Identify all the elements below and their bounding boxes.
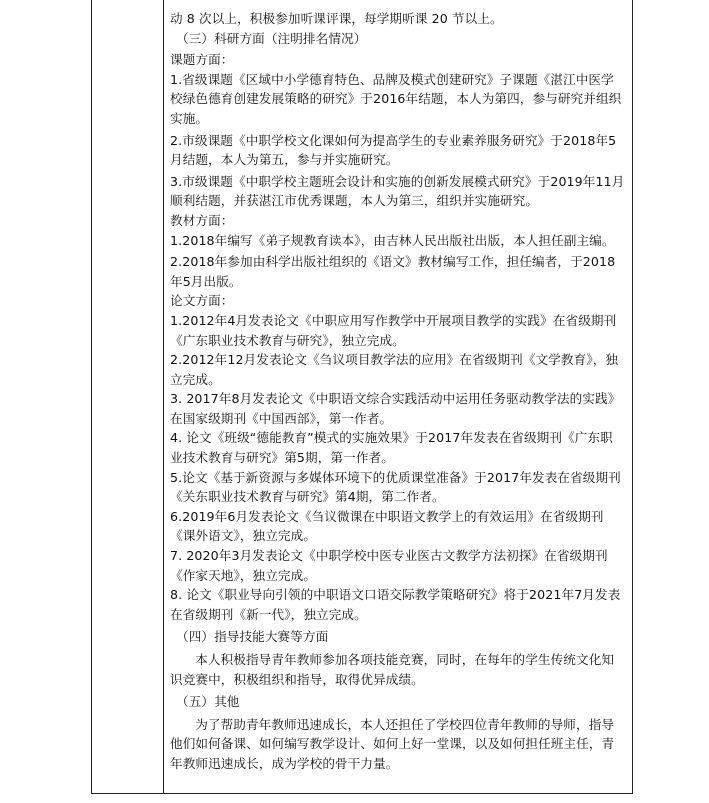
textbook-item-2: 2.2018年参加由科学出版社组织的《语文》教材编写工作，担任编者，于2018年5月出版。 [170,254,616,289]
subheading-papers: 论文方面： [170,293,234,309]
subheading-textbooks: 教材方面： [170,212,234,228]
section-heading-competitions: （四）指导技能大赛等方面 [176,629,329,645]
paper-item-3: 3. 2017年8月发表论文《中职语文综合实践活动中运用任务驱动教学法的实践》在国家级期刊《中国西部》，第一作者。 [170,391,621,426]
paper-item-5: 5.论文《基于新资源与多媒体环境下的优质课堂准备》于2017年发表在省级期刊《关东职业技术教育与研究》第4期，第二作者。 [170,469,621,505]
subheading-projects: 课题方面： [170,52,234,68]
paper-item-8: 8. 论文《职业导向引领的中职语文口语交际教学策略研究》将于2021年7月发表在省级期刊《新一代》，独立完成。 [170,587,621,622]
paper-item-7: 7. 2020年3月发表论文《中职学校中医专业医古文教学方法初探》在省级期刊《作家天地》，独立完成。 [170,548,608,583]
paper-item-1: 1.2012年4月发表论文《中职应用写作教学中开展项目教学的实践》在省级期刊《广东职业技术教育与研究》，独立完成。 [170,312,617,348]
paper-item-2: 2.2012年12月发表论文《刍议项目教学法的应用》在省级期刊《文学教育》，独立完成。 [170,352,619,387]
label-column [92,0,164,793]
form-table [91,0,633,794]
content-cell [170,0,625,774]
other-paragraph: 为了帮助青年教师迅速成长，本人还担任了学校四位青年教师的导师，指导他们如何备课、如何编写教学设计、如何上好一堂课，以及如何担任班主任，青年教师迅速成长，成为学校的骨干力量。 [170,716,615,771]
paper-item-6: 6.2019年6月发表论文《刍议微课在中职语文教学上的有效运用》在省级期刊《课外语文》，独立完成。 [170,508,604,544]
paper-item-4: 4. 论文《班级“德能教育”模式的实施效果》于2017年发表在省级期刊《广东职业技术教育与研究》第5期，第一作者。 [170,430,613,466]
textbook-item-1: 1.2018年编写《弟子规教育读本》，由吉林人民出版社出版，本人担任副主编。 [170,232,615,248]
project-item-3: 3.市级课题《中职学校主题班会设计和实施的创新发展模式研究》于2019年11月顺利结题，并获湛江市优秀课题，本人为第三，组织并实施研究。 [170,173,625,209]
section-heading-other: （五）其他 [176,694,240,710]
section-heading-research: （三）科研方面（注明排名情况） [176,30,367,46]
project-item-2: 2.市级课题《中职学校文化课如何为提高学生的专业素养服务研究》于2018年5月结题，本人为第五，参与并实施研究。 [170,132,617,168]
competition-paragraph: 本人积极指导青年教师参加各项技能竞赛，同时，在每年的学生传统文化知识竞赛中，积极组织和指导，取得优异成绩。 [170,652,615,687]
project-item-1: 1.省级课题《区域中小学德育特色、品牌及模式创建研究》子课题《湛江中医学校绿色德育创建发展策略的研究》于2016年结题，本人为第四，参与研究并组织实施。 [170,71,622,126]
activity-line: 动 8 次以上，积极参加听课评课，每学期听课 20 节以上。 [170,11,503,26]
